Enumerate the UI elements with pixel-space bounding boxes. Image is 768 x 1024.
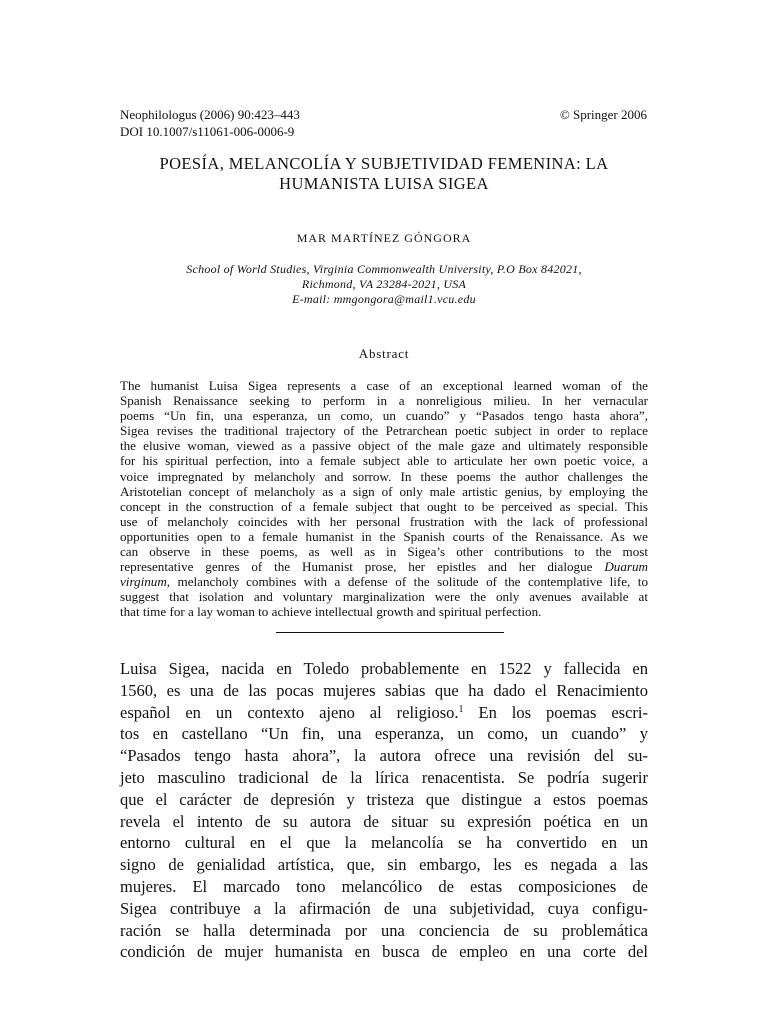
body-line: tos en castellano “Un fin, una esperanza, un como, un cuando” y — [120, 724, 648, 744]
abstract-italic-title: Duarum — [604, 559, 648, 575]
abstract-line: for his spiritual perfection, into a female subject able to articulate her own poetic voice, a — [120, 453, 648, 469]
abstract-line: Sigea revises the traditional trajectory of the Petrarchean poetic subject in order to replace — [120, 423, 648, 439]
body-line: jeto masculino tradicional de la lírica renacentista. Se podría sugerir — [120, 767, 648, 787]
author-name: MAR MARTÍNEZ GÓNGORA — [296, 231, 472, 245]
abstract-line: can observe in these poems, as well as in Sigea’s other contributions to the most — [120, 544, 648, 560]
abstract-line: concept in the construction of a female subject that ought to be perceived as special. This — [120, 498, 648, 514]
copyright-notice: © Springer 2006 — [559, 107, 647, 122]
abstract-line: the elusive woman, viewed as a passive object of the male gaze and ultimately responsible — [120, 438, 648, 454]
title-line: POESÍA, MELANCOLÍA Y SUBJETIVIDAD FEMENINA: LA — [159, 154, 609, 173]
body-line-text: español en un contexto ajeno al religioso. — [120, 702, 459, 722]
body-line-text: En los poemas escri- — [463, 702, 648, 722]
footnote-marker[interactable]: 1 — [458, 703, 464, 715]
journal-header — [120, 106, 300, 140]
body-line: “Pasados tengo hasta ahora”, la autora ofrece una revisión del su- — [120, 746, 648, 766]
section-divider — [276, 632, 504, 633]
title-line: HUMANISTA LUISA SIGEA — [279, 174, 489, 193]
abstract-heading: Abstract — [358, 346, 410, 361]
body-line: signo de genialidad artística, que, sin embargo, les es negada a las — [120, 855, 648, 875]
abstract-line-text: representative genres of the Humanist prose, her epistles and her dialogue — [120, 559, 593, 575]
abstract-line — [120, 574, 648, 589]
abstract-text — [120, 378, 648, 620]
article-title — [110, 154, 658, 194]
body-line: Sigea contribuye a la afirmación de una subjetividad, cuya configu- — [120, 898, 648, 918]
abstract-line: that time for a lay woman to achieve intellectual growth and spiritual perfection. — [120, 604, 542, 620]
journal-citation: Neophilologus (2006) 90:423–443 — [120, 107, 300, 122]
abstract-line-text: , melancholy combines with a defense of the solitude of the contemplative life, to — [166, 574, 648, 590]
body-line: mujeres. El marcado tono melancólico de estas composiciones de — [120, 876, 648, 896]
abstract-line: Aristotelian concept of melancholy as a sign of only male artistic genius, by employing the — [120, 483, 648, 499]
body-line — [120, 702, 648, 724]
abstract-line: The humanist Luisa Sigea represents a case of an exceptional learned woman of the — [120, 378, 648, 393]
body-line: Luisa Sigea, nacida en Toledo probablemente en 1522 y fallecida en — [120, 659, 648, 678]
abstract-line — [120, 559, 648, 574]
abstract-line: opportunities open to a female humanist in the Spanish courts of the Renaissance. As we — [120, 528, 648, 544]
body-line: ración se halla determinada por una conciencia de su problemática — [120, 920, 648, 940]
body-paragraph — [120, 658, 648, 963]
author-affiliation — [110, 262, 658, 307]
abstract-line: voice impregnated by melancholy and sorrow. In these poems the author challenges the — [120, 468, 648, 484]
affiliation-email: E-mail: mmgongora@mail1.vcu.edu — [292, 292, 476, 306]
affiliation-line: Richmond, VA 23284-2021, USA — [301, 277, 467, 291]
abstract-line: poems “Un fin, una esperanza, un como, un cuando” y “Pasados tengo hasta ahora”, — [120, 408, 648, 424]
abstract-line: use of melancholy coincides with her personal frustration with the lack of professional — [120, 513, 648, 529]
affiliation-line: School of World Studies, Virginia Commonwealth University, P.O Box 842021, — [186, 262, 582, 276]
body-line: condición de mujer humanista en busca de empleo en una corte del — [120, 942, 648, 962]
abstract-line: Spanish Renaissance seeking to perform in a nonreligious milieu. In her vernacular — [120, 393, 648, 409]
body-line: 1560, es una de las pocas mujeres sabias que ha dado el Renacimiento — [120, 680, 648, 700]
doi: DOI 10.1007/s11061-006-0006-9 — [120, 124, 295, 139]
body-line: entorno cultural en el que la melancolía se ha convertido en un — [120, 833, 648, 853]
abstract-italic-title: virginum — [120, 574, 167, 590]
body-line: que el carácter de depresión y tristeza que distingue a estos poemas — [120, 789, 648, 809]
abstract-line: suggest that isolation and voluntary marginalization were the only avenues available at — [120, 589, 648, 605]
body-line: revela el intento de su autora de situar su expresión poética en un — [120, 811, 648, 831]
